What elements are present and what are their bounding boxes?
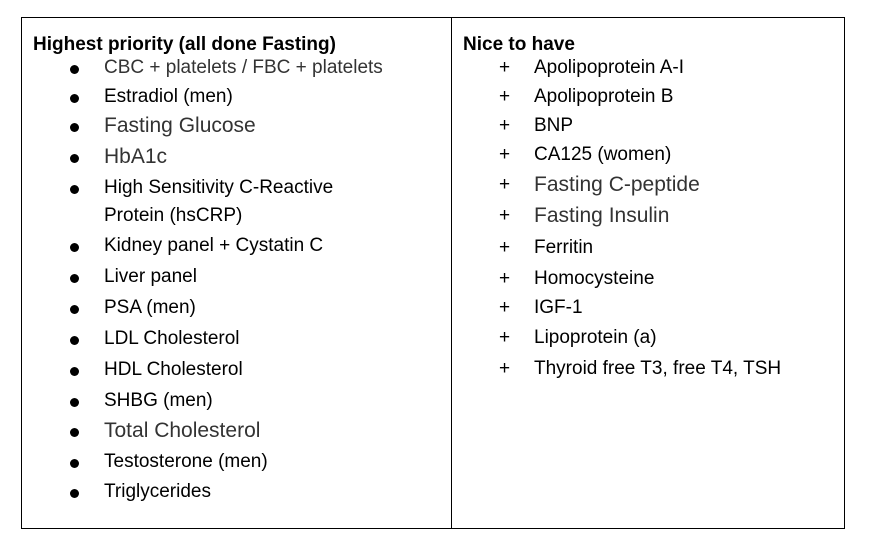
bullet-icon <box>70 428 79 437</box>
list-item: + Fasting C-peptide <box>499 173 700 196</box>
list-item: Testosterone (men) <box>33 450 451 480</box>
left-list <box>33 56 451 510</box>
plus-icon: + <box>499 268 511 289</box>
list-item: Triglycerides <box>33 480 451 510</box>
bullet-icon <box>70 459 79 468</box>
plus-icon: + <box>499 174 511 195</box>
bullet-icon <box>70 65 79 74</box>
list-item: HbA1c <box>33 145 451 176</box>
list-item: PSA (men) <box>33 296 451 327</box>
bullet-icon <box>70 243 79 252</box>
list-item: + BNP <box>499 115 574 136</box>
bullet-icon <box>70 305 79 314</box>
list-item: Total Cholesterol <box>33 419 451 450</box>
plus-icon: + <box>499 57 511 78</box>
right-column <box>452 18 844 528</box>
list-item: + Apolipoprotein B <box>499 86 674 107</box>
plus-icon: + <box>499 297 511 318</box>
bullet-icon <box>70 398 79 407</box>
priority-table <box>21 17 845 529</box>
bullet-icon <box>70 94 79 103</box>
plus-icon: + <box>499 86 511 107</box>
list-item: LDL Cholesterol <box>33 327 451 358</box>
list-item: Estradiol (men) <box>33 85 451 114</box>
plus-icon: + <box>499 358 511 379</box>
bullet-icon <box>70 154 79 163</box>
bullet-icon <box>70 123 79 132</box>
bullet-icon <box>70 274 79 283</box>
list-item: SHBG (men) <box>33 389 451 419</box>
list-item: + Apolipoprotein A-I <box>499 57 684 78</box>
list-item: + Homocysteine <box>499 268 655 289</box>
list-item: Liver panel <box>33 265 451 296</box>
list-item: HDL Cholesterol <box>33 358 451 389</box>
bullet-icon <box>70 489 79 498</box>
left-heading: Highest priority (all done Fasting) <box>33 34 336 55</box>
list-item: + Lipoprotein (a) <box>499 327 657 348</box>
list-item: + Thyroid free T3, free T4, TSH <box>499 358 782 379</box>
bullet-icon <box>70 336 79 345</box>
plus-icon: + <box>499 205 511 226</box>
plus-icon: + <box>499 237 511 258</box>
plus-icon: + <box>499 115 511 136</box>
list-item: Fasting Glucose <box>33 114 451 145</box>
plus-icon: + <box>499 327 511 348</box>
left-column <box>22 18 452 528</box>
plus-icon: + <box>499 144 511 165</box>
bullet-icon <box>70 367 79 376</box>
list-item: + Ferritin <box>499 237 594 258</box>
list-item: + CA125 (women) <box>499 144 672 165</box>
right-heading: Nice to have <box>463 34 575 55</box>
list-item: Kidney panel + Cystatin C <box>33 234 451 265</box>
list-item: + IGF-1 <box>499 297 583 318</box>
bullet-icon <box>70 185 79 194</box>
list-item: + Fasting Insulin <box>499 204 670 227</box>
right-list <box>463 56 844 387</box>
list-item: CBC + platelets / FBC + platelets <box>33 56 451 85</box>
list-item: High Sensitivity C-Reactive Protein (hsCRP) <box>33 176 451 234</box>
